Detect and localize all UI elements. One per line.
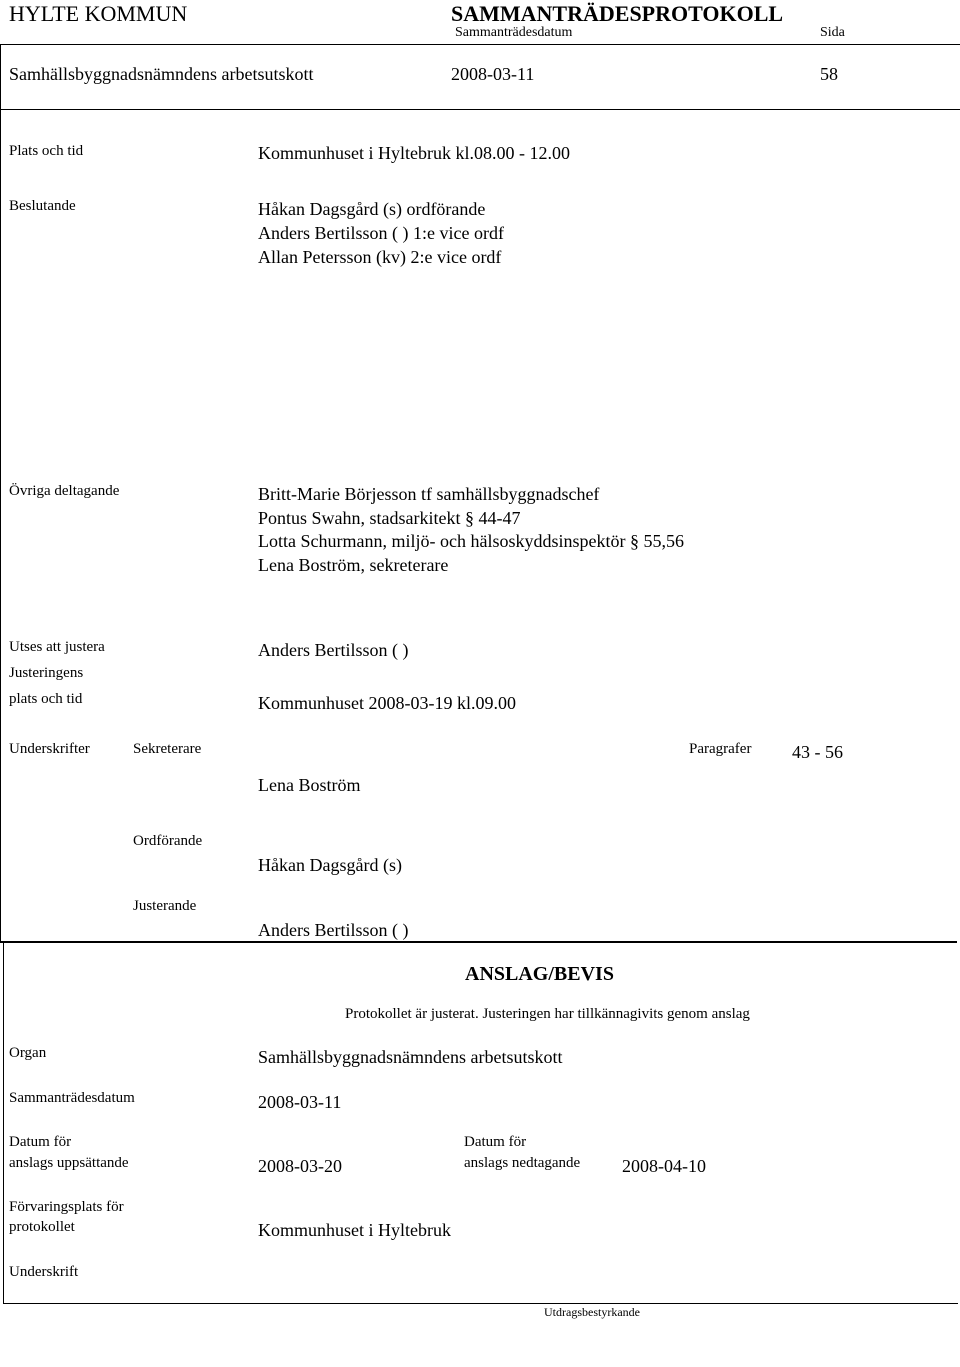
notice-section-rule [0, 941, 957, 943]
signature-label: Underskrift [9, 1264, 79, 1280]
place-label: Plats och tid [9, 143, 84, 159]
posted-date-value: 2008-03-20 [258, 1156, 342, 1176]
appointed-adjuster-value: Anders Bertilsson ( ) [258, 640, 409, 660]
paragraphs-label: Paragrafer [689, 741, 752, 757]
body-left-rule [0, 109, 1, 942]
adjuster-name: Anders Bertilsson ( ) [258, 920, 409, 940]
certifier-label: Utdragsbestyrkande [544, 1305, 640, 1319]
others-label: Övriga deltagande [9, 483, 120, 499]
header-left-rule [0, 44, 1, 110]
organ-value: Samhällsbyggnadsnämndens arbetsutskott [258, 1047, 563, 1067]
paragraphs-value: 43 - 56 [792, 742, 843, 762]
header-bottom-rule [0, 109, 960, 110]
decision-makers-label: Beslutande [9, 198, 76, 214]
notice-left-rule [3, 941, 4, 1304]
other-participant-4: Lena Boström, sekreterare [258, 555, 449, 575]
adjustment-place-value: Kommunhuset 2008-03-19 kl.09.00 [258, 693, 516, 713]
storage-label-2: protokollet [9, 1219, 75, 1235]
adjustment-place-label-2: plats och tid [9, 691, 83, 707]
document-type: SAMMANTRÄDESPROTOKOLL [451, 1, 784, 26]
chair-name: Håkan Dagsgård (s) [258, 855, 402, 875]
municipality-name: HYLTE KOMMUN [9, 1, 188, 26]
other-participant-2: Pontus Swahn, stadsarkitekt § 44-47 [258, 508, 521, 528]
meeting-date: 2008-03-11 [451, 64, 535, 84]
appointed-adjuster-label: Utses att justera [9, 639, 105, 655]
removed-label-2: anslags nedtagande [464, 1155, 581, 1171]
removed-date-value: 2008-04-10 [622, 1156, 706, 1176]
secretary-label: Sekreterare [133, 741, 202, 757]
notice-date-label: Sammanträdesdatum [9, 1090, 135, 1106]
storage-label-1: Förvaringsplats för [9, 1199, 124, 1215]
posted-label-1: Datum för [9, 1134, 72, 1150]
adjustment-place-label-1: Justeringens [9, 665, 84, 681]
notice-bottom-rule [3, 1303, 958, 1304]
notice-date-value: 2008-03-11 [258, 1092, 342, 1112]
removed-label-1: Datum för [464, 1134, 527, 1150]
committee-name: Samhällsbyggnadsnämndens arbetsutskott [9, 64, 314, 84]
storage-value: Kommunhuset i Hyltebruk [258, 1220, 451, 1240]
decision-maker-3: Allan Petersson (kv) 2:e vice ordf [258, 247, 502, 267]
organ-label: Organ [9, 1045, 47, 1061]
posted-label-2: anslags uppsättande [9, 1155, 129, 1171]
header-page-label: Sida [820, 25, 845, 40]
header-date-label: Sammanträdesdatum [455, 25, 573, 40]
decision-maker-1: Håkan Dagsgård (s) ordförande [258, 199, 486, 219]
secretary-name: Lena Boström [258, 775, 361, 795]
place-value: Kommunhuset i Hyltebruk kl.08.00 - 12.00 [258, 143, 570, 163]
other-participant-1: Britt-Marie Börjesson tf samhällsbyggnadschef [258, 484, 600, 504]
decision-maker-2: Anders Bertilsson ( ) 1:e vice ordf [258, 223, 504, 243]
notice-title: ANSLAG/BEVIS [465, 963, 614, 985]
header-top-rule [0, 44, 960, 45]
notice-statement: Protokollet är justerat. Justeringen har tillkännagivits genom anslag [345, 1006, 750, 1022]
adjuster-label: Justerande [133, 898, 197, 914]
signatures-label: Underskrifter [9, 741, 90, 757]
other-participant-3: Lotta Schurmann, miljö- och hälsoskyddsinspektör § 55,56 [258, 531, 684, 551]
chair-label: Ordförande [133, 833, 203, 849]
page-number: 58 [820, 64, 838, 84]
